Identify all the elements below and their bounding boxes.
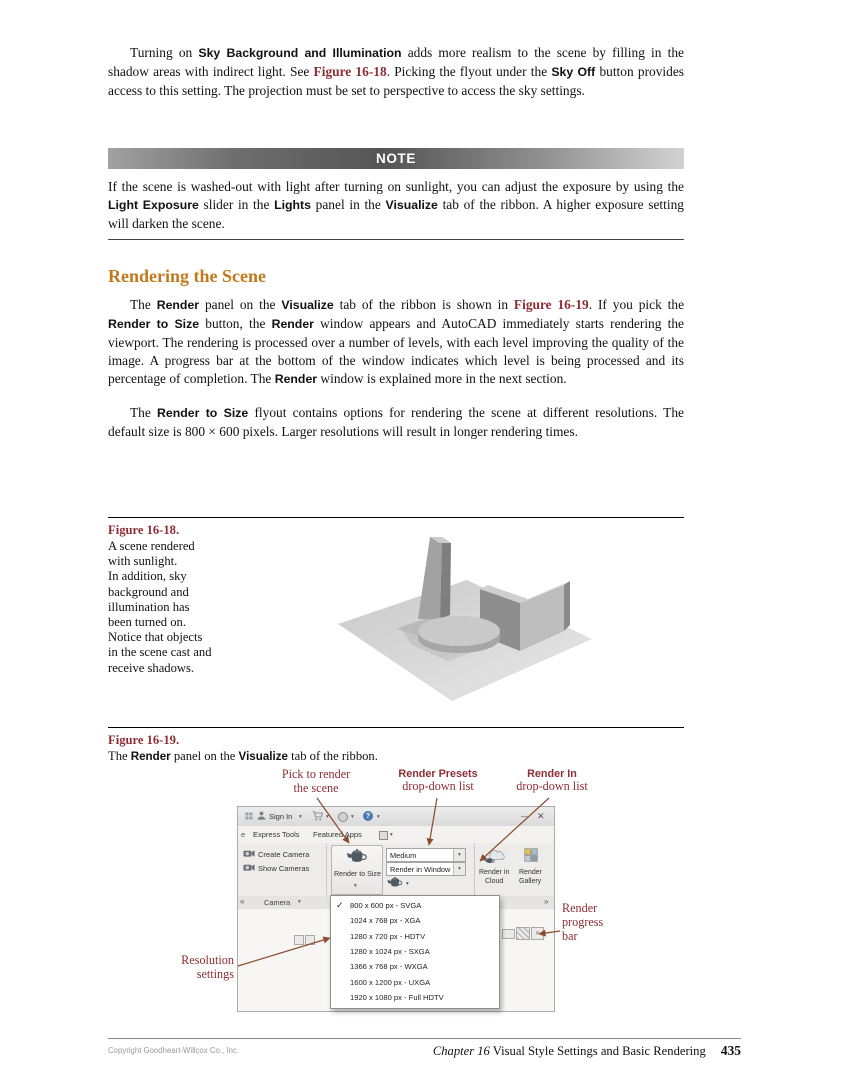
caption-line: background and xyxy=(108,584,189,599)
render-teapot-icon xyxy=(345,848,369,865)
resolution-option xyxy=(331,929,499,944)
chevron-down-icon: ▾ xyxy=(299,814,302,820)
callout-render-progress-bar: Render progress bar xyxy=(562,901,604,943)
resolution-option xyxy=(331,974,499,989)
note-bottom-rule xyxy=(108,239,684,240)
render-progress-minimized-icon xyxy=(502,929,515,939)
chevron-down-icon: ▾ xyxy=(377,814,380,820)
render-small-teapot-icon xyxy=(386,876,404,889)
render-close-icon: ✕ xyxy=(531,927,544,940)
text-run: The xyxy=(130,297,157,312)
figure-reference: Figure 16-18 xyxy=(313,63,387,79)
caption-line: been turned on. xyxy=(108,615,186,630)
caption-line: in the scene cast and xyxy=(108,645,212,660)
text-run: tab of the ribbon. A higher exposure setting will darken the scene. xyxy=(108,196,684,231)
render-in-dropdown xyxy=(386,862,466,876)
resolution-option-label: 1600 x 1200 px - UXGA xyxy=(350,977,431,987)
close-icon: ✕ xyxy=(537,811,545,821)
callout-title: Render In xyxy=(527,768,577,780)
chevron-down-icon: ▾ xyxy=(351,814,354,820)
ui-term: Render xyxy=(130,750,171,763)
ui-term: Sky Background and Illumination xyxy=(198,46,402,60)
text-run: flyout contains options for rendering the scene at different resolutions. The default size is 800 × 600 pixels. Larger resolutions will result in longer rendering times. xyxy=(108,405,684,439)
resolution-option xyxy=(331,898,499,913)
footer-chapter xyxy=(300,1043,741,1059)
render-to-size-flyout xyxy=(330,895,500,1009)
help-icon: ? xyxy=(363,811,373,821)
tab-featured-apps: Featured Apps xyxy=(313,830,362,839)
text-run: . Picking the flyout under the xyxy=(386,63,552,79)
caption-line: Notice that objects xyxy=(108,630,203,645)
resolution-option-label: 800 x 600 px - SVGA xyxy=(350,901,422,911)
show-cameras-icon xyxy=(243,863,255,872)
footer-rule xyxy=(108,1038,741,1039)
flyout-arrow-icon: ▾ xyxy=(406,881,409,887)
callout-line: the scene xyxy=(293,780,339,795)
figure-18-rule xyxy=(108,517,684,518)
resolution-option xyxy=(331,944,499,959)
footer-copyright: Copyright Goodheart-Willcox Co., Inc. xyxy=(108,1046,239,1055)
resolution-option xyxy=(331,959,499,974)
minimize-icon: — xyxy=(521,812,529,821)
ui-term: Visualize xyxy=(238,750,288,763)
viewport-control-icon xyxy=(305,935,315,945)
render-in-value: Render in Window xyxy=(390,864,451,874)
app-grid-icon xyxy=(245,812,253,820)
text-run: tab of the ribbon is shown in xyxy=(333,297,514,312)
footer-chapter-title: Visual Style Settings and Basic Rendering xyxy=(492,1044,706,1058)
flyout-arrow-icon: ▾ xyxy=(354,883,357,889)
text-run: window is explained more in the next section. xyxy=(317,370,567,386)
figure-19-rule xyxy=(108,727,684,728)
rendered-scene-image xyxy=(330,527,600,705)
ui-term: Render to Size xyxy=(157,406,249,420)
caption-line: receive shadows. xyxy=(108,660,195,675)
resolution-option xyxy=(331,990,499,1005)
create-camera-button: Create Camera xyxy=(258,850,310,859)
resolution-option-label: 1920 x 1080 px - Full HDTV xyxy=(350,992,444,1002)
callout-line: Pick to render xyxy=(281,767,351,781)
resolution-option-label: 1280 x 720 px - HDTV xyxy=(350,931,426,941)
text-run: panel on the xyxy=(170,749,239,763)
autocad-ribbon-screenshot xyxy=(237,806,555,1012)
panel-flyout-icon: ▾ xyxy=(298,899,301,905)
caption-line: illumination has xyxy=(108,599,190,614)
cloud-label-line2: Cloud xyxy=(485,878,504,885)
intro-paragraph xyxy=(108,44,684,100)
ui-term: Render xyxy=(274,371,318,386)
gallery-label-line1: Render xyxy=(519,869,542,876)
render-in-cloud-button xyxy=(478,845,512,895)
gallery-icon xyxy=(524,848,538,862)
title-bar xyxy=(238,807,554,827)
text-run: tab of the ribbon. xyxy=(287,749,378,763)
text-run: adds more realism to the scene by filling in the shadow areas with indirect light. See xyxy=(108,45,684,79)
render-paragraph-2 xyxy=(108,404,684,441)
resolution-option-label: 1024 x 768 px - XGA xyxy=(350,916,421,926)
text-run: The xyxy=(108,749,131,763)
figure-19-label: Figure 16-19. xyxy=(108,733,180,747)
check-icon: ✓ xyxy=(336,900,344,910)
cut-off-tab-fragment: e xyxy=(241,830,246,839)
callout-title: Render Presets xyxy=(398,768,478,780)
figure-19-caption xyxy=(108,749,684,764)
caption-line: A scene rendered xyxy=(108,539,195,553)
text-run: . If you pick the xyxy=(588,297,685,312)
create-camera-icon xyxy=(243,849,255,858)
text-run: panel on the xyxy=(199,297,282,312)
render-paragraph-1 xyxy=(108,296,684,389)
render-gallery-button xyxy=(514,845,548,895)
cloud-label-line1: Render in xyxy=(479,869,510,876)
resolution-option-label: 1280 x 1024 px - SXGA xyxy=(350,947,430,957)
render-preset-value: Medium xyxy=(390,850,417,860)
callout-pick-to-render xyxy=(266,768,366,796)
ui-term: Lights xyxy=(274,197,311,212)
ui-term: Light Exposure xyxy=(108,197,199,212)
text-run: button, the xyxy=(199,315,272,331)
callout-resolution-settings: Resolution settings xyxy=(181,953,234,981)
figure-18-caption xyxy=(108,539,258,676)
camera-panel-label: Camera xyxy=(264,898,291,907)
text-run: Turning on xyxy=(130,45,199,60)
panel-divider xyxy=(474,844,475,895)
collapse-chevron-icon: « xyxy=(240,897,245,906)
render-preset-dropdown xyxy=(386,848,466,862)
note-banner xyxy=(108,148,684,169)
resolution-option-label: 1366 x 768 px - WXGA xyxy=(350,962,428,972)
note-paragraph xyxy=(108,178,684,233)
caption-line: In addition, sky xyxy=(108,569,187,584)
text-run: If the scene is washed-out with light after turning on sunlight, you can adjust the exposure by using the xyxy=(108,179,684,194)
render-to-size-label: Render to Size xyxy=(334,870,381,878)
cloud-render-icon xyxy=(484,847,506,864)
gallery-label-line2: Gallery xyxy=(519,878,542,885)
ui-term: Render xyxy=(271,316,314,331)
text-run: The xyxy=(130,405,158,420)
ribbon-display-icon xyxy=(379,831,388,840)
sign-in-label: Sign In xyxy=(269,812,293,821)
ui-term: Sky Off xyxy=(551,64,596,79)
text-run: button provides access to this setting. The projection must be set to perspective to access the sky settings. xyxy=(108,63,684,98)
figure-reference: Figure 16-19 xyxy=(513,297,589,312)
render-preview-icon xyxy=(516,927,530,940)
callout-render-presets xyxy=(392,768,484,794)
ui-term: Visualize xyxy=(281,298,334,312)
ui-term: Visualize xyxy=(385,197,438,212)
chevron-down-icon: ▾ xyxy=(453,849,465,861)
show-cameras-button: Show Cameras xyxy=(258,864,310,873)
viewport-control-icon xyxy=(294,935,304,945)
ribbon-tab-row xyxy=(238,826,554,844)
ui-term: Render xyxy=(156,298,200,312)
tab-express-tools: Express Tools xyxy=(253,830,300,839)
expand-chevron-icon: » xyxy=(544,897,549,906)
panel-divider xyxy=(326,844,327,895)
caption-line: with sunlight. xyxy=(108,554,178,569)
callout-line: drop-down list xyxy=(402,779,474,793)
section-heading: Rendering the Scene xyxy=(108,266,266,286)
ribbon-panel-area xyxy=(238,843,554,896)
note-title: NOTE xyxy=(376,151,416,166)
chevron-down-icon: ▾ xyxy=(453,863,465,875)
render-to-size-button xyxy=(331,845,383,895)
chevron-down-icon: ▾ xyxy=(390,832,393,838)
store-cart-icon xyxy=(312,811,323,821)
footer-page-number: 435 xyxy=(720,1043,741,1058)
text-run: slider in the xyxy=(198,196,275,212)
resolution-option xyxy=(331,913,499,928)
text-run: window appears and AutoCAD immediately starts rendering the viewport. The rendering is processed over a number of levels, with each level improving the quality of the image. A progress bar at the bottom of the window indicates which level is being processed and its percentage of completion. The xyxy=(108,315,684,386)
ui-term: Render to Size xyxy=(108,316,200,331)
callout-line: drop-down list xyxy=(516,779,588,793)
user-icon xyxy=(257,811,266,820)
figure-18-label: Figure 16-18. xyxy=(108,523,180,537)
footer-chapter-number: Chapter 16 xyxy=(432,1044,490,1058)
exchange-apps-icon xyxy=(338,812,348,822)
chevron-down-icon: ▾ xyxy=(326,814,329,820)
callout-render-in xyxy=(508,768,596,794)
text-run: panel in the xyxy=(310,196,386,212)
